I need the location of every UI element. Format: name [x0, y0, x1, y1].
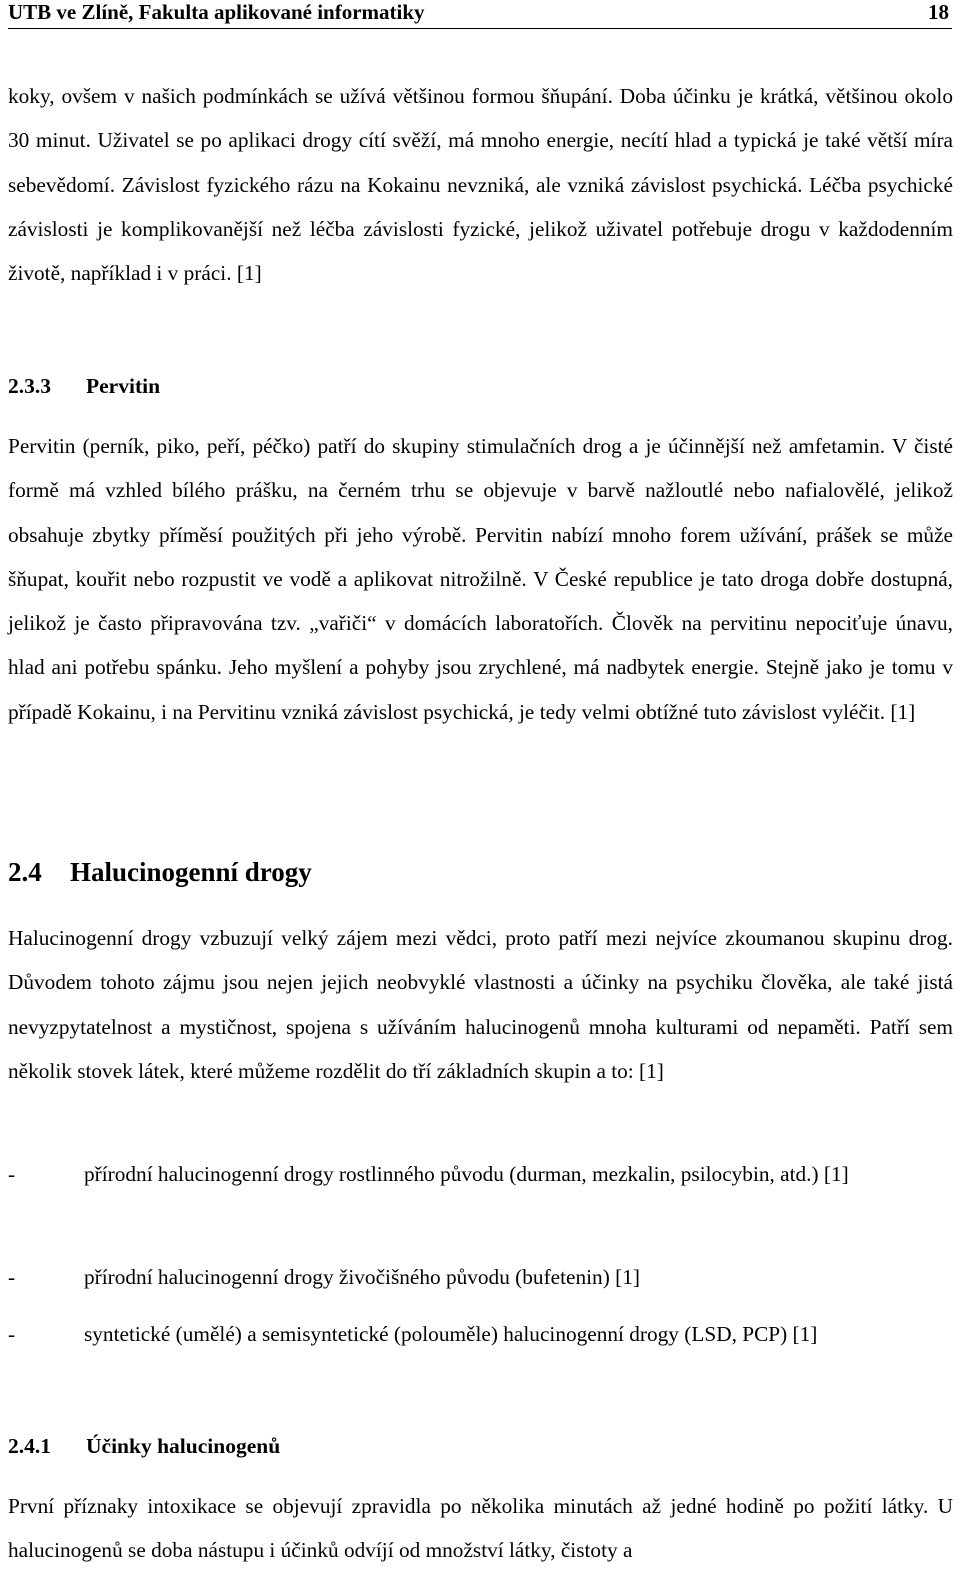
list-item-text: syntetické (umělé) a semisyntetické (polouměle) halucinogenní drogy (LSD, PCP) [1]	[84, 1322, 818, 1346]
heading-pervitin	[8, 374, 953, 399]
heading-ucinky-halucinogenu	[8, 1434, 953, 1459]
paragraph-kokain: koky, ovšem v našich podmínkách se užívá většinou formou šňupání. Doba účinku je krátká, většinou okolo 30 minut. Uživatel se po aplikaci drogy cítí svěží, má mnoho energie, necítí hlad a typická je také větší míra sebevědomí. Závislost fyzického rázu na Kokainu nevzniká, ale vzniká závislost psychická. Léčba psychické závislosti je komplikovanější než léčba závislosti fyzické, jelikož uživatel potřebuje drogu v každodenním životě, například i v práci. [1]	[8, 84, 953, 286]
list-dash: -	[8, 1162, 16, 1186]
paragraph-pervitin: Pervitin (perník, piko, peří, péčko) patří do skupiny stimulačních drog a je účinnější než amfetamin. V čisté formě má vzhled bílého prášku, na černém trhu se objevuje v barvě nažloutlé nebo nafialovělé, jelikož obsahuje zbytky příměsí použitých při jeho výrobě. Pervitin nabízí mnoho forem užívání, prášek se může šňupat, kouřit nebo rozpustit ve vodě a aplikovat nitrožilně. V České republice je tato droga dobře dostupná, jelikož je často připravována tzv. „vařiči“ v domácích laboratořích. Člověk na pervitinu nepociťuje únavu, hlad ani potřebu spánku. Jeho myšlení a pohyby jsou zrychlené, má nadbytek energie. Stejně jako je tomu v případě Kokainu, i na Pervitinu vzniká závislost psychická, je tedy velmi obtížné tuto závislost vyléčit. [1]	[8, 434, 953, 724]
heading-number: 2.3.3	[8, 374, 51, 398]
list-dash: -	[8, 1322, 16, 1346]
list-dash: -	[8, 1265, 16, 1289]
page-number: 18	[928, 0, 949, 24]
heading-text: Účinky halucinogenů	[86, 1434, 281, 1458]
header-title: UTB ve Zlíně, Fakulta aplikované informatiky	[8, 0, 425, 24]
paragraph-ucinky: První příznaky intoxikace se objevují zpravidla po několika minutách až jedné hodině po požití látky. U halucinogenů se doba nástupu i účinků odvíjí od množství látky, čistoty a	[8, 1494, 953, 1563]
running-header	[8, 0, 952, 29]
list-item	[8, 1255, 953, 1300]
list-item-text: přírodní halucinogenní drogy živočišného původu (bufetenin) [1]	[84, 1265, 640, 1289]
heading-halucinogenni-drogy	[8, 857, 953, 888]
list-item-text: přírodní halucinogenní drogy rostlinného původu (durman, mezkalin, psilocybin, atd.) [1]	[84, 1162, 849, 1186]
heading-text: Halucinogenní drogy	[70, 857, 312, 887]
paragraph-halucinogeny-intro: Halucinogenní drogy vzbuzují velký zájem mezi vědci, proto patří mezi nejvíce zkoumanou skupinu drog. Důvodem tohoto zájmu jsou nejen jejich neobvyklé vlastnosti a účinky na psychiku člověka, ale také jistá nevyzpytatelnost a mystičnost, spojena s užíváním halucinogenů mnoha kulturami od nepaměti. Patří sem několik stovek látek, které můžeme rozdělit do tří základních skupin a to: [1]	[8, 926, 953, 1083]
heading-text: Pervitin	[86, 374, 161, 398]
list-item	[8, 1312, 953, 1357]
list-item	[8, 1152, 953, 1197]
heading-number: 2.4	[8, 857, 42, 887]
heading-number: 2.4.1	[8, 1434, 51, 1458]
